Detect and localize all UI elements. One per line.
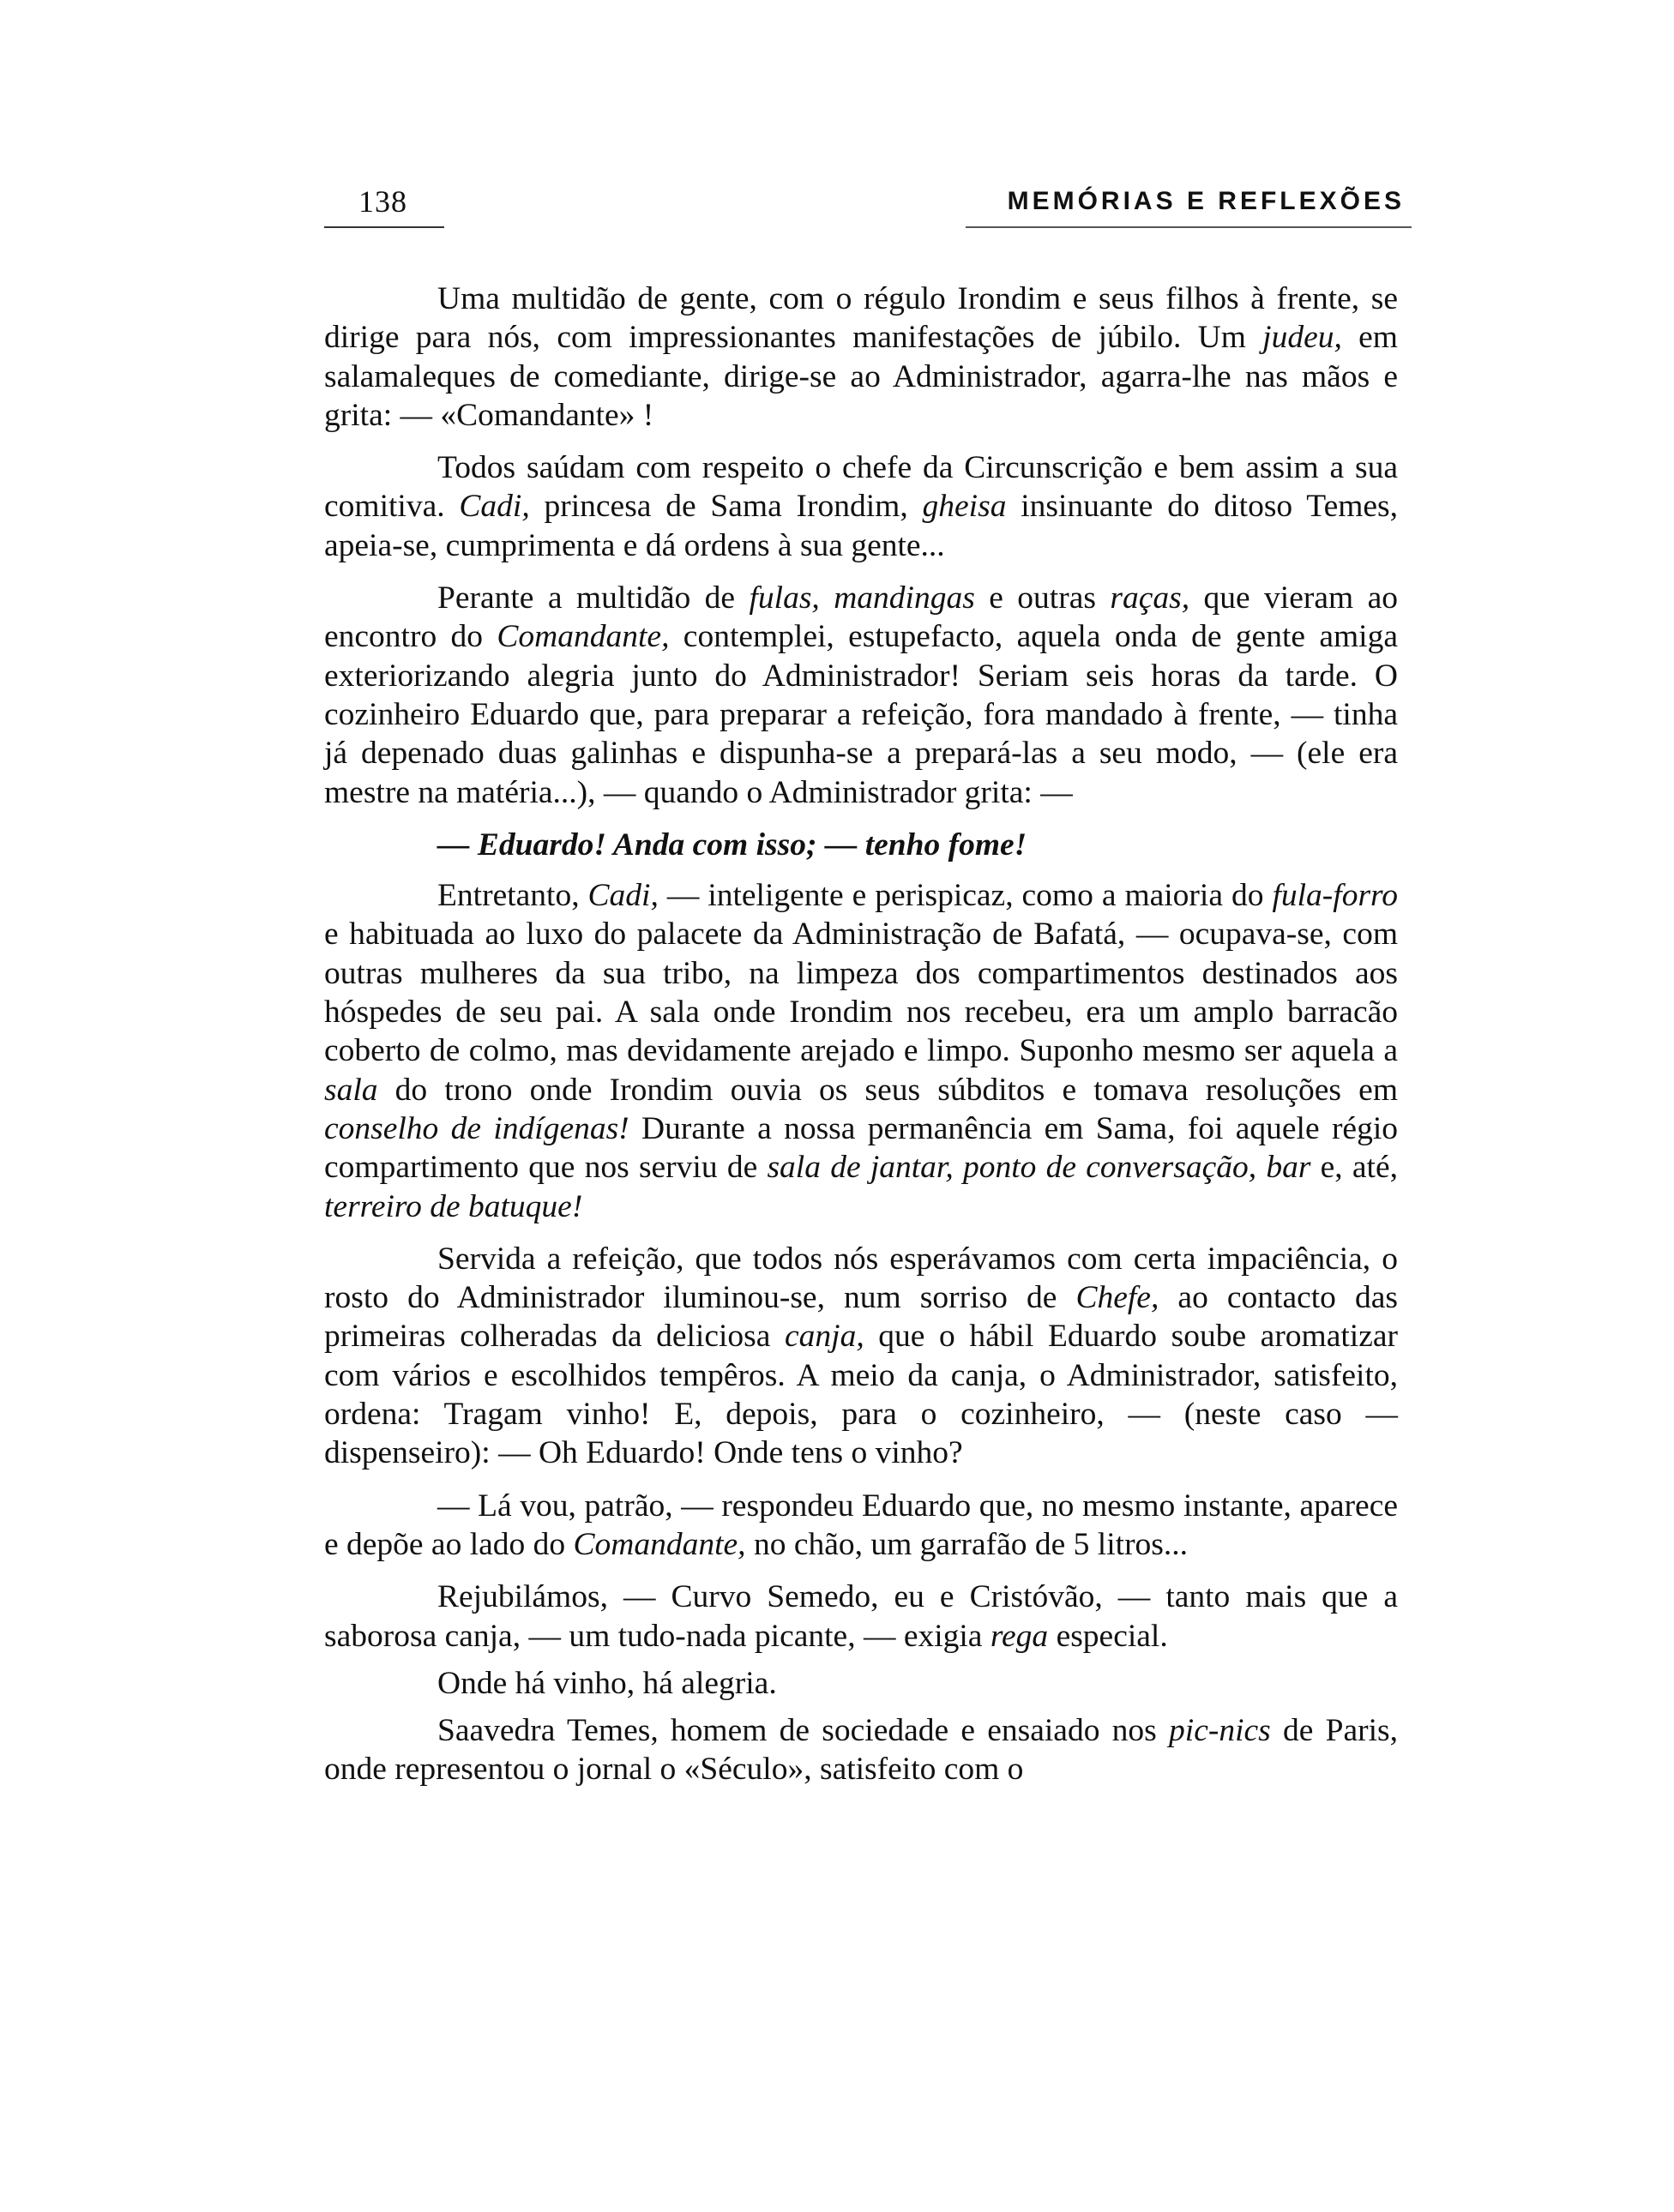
running-title: MEMÓRIAS E REFLEXÕES xyxy=(1007,187,1405,215)
paragraph-5: Entretanto, Cadi, — inteligente e perispicaz, como a maioria do fula-forro e habituada ao luxo do palacete da Administração de Bafatá, — ocupava-se, com outras mulheres da sua tribo, na limpeza dos compartimentos destinados aos hóspedes de seu pai. A sala onde Irondim nos recebeu, era um amplo barracão coberto de colmo, mas devidamente arejado e limpo. Suponho mesmo ser aquela a sala do trono onde Irondim ouvia os seus súbditos e tomava resoluções em conselho de indígenas! Durante a nossa permanência em Sama, foi aquele régio compartimento que nos serviu de sala de jantar, ponto de conversação, bar e, até, terreiro de batuque! xyxy=(324,878,1398,1224)
paragraph-4-exclamation: — Eduardo! Anda com isso; — tenho fome! xyxy=(437,826,1027,863)
paragraph-8: Rejubilámos, — Curvo Semedo, eu e Cristóvão, — tanto mais que a saborosa canja, — um tudo-nada picante, — exigia rega especial. xyxy=(324,1579,1398,1654)
page-header xyxy=(324,178,1412,230)
paragraph-10: Saavedra Temes, homem de sociedade e ensaiado nos pic-nics de Paris, onde representou o jornal o «Século», satisfeito com o xyxy=(324,1713,1398,1788)
paragraph-1: Uma multidão de gente, com o régulo Irondim e seus filhos à frente, se dirige para nós, com impressionantes manifestações de júbilo. Um judeu, em salamaleques de comediante, dirige-se ao Administrador, agarra-lhe nas mãos e grita: — «Comandante» ! xyxy=(324,281,1398,433)
paragraph-6: Servida a refeição, que todos nós esperávamos com certa impaciência, o rosto do Administrador iluminou-se, num sorriso de Chefe, ao contacto das primeiras colheradas da deliciosa canja, que o hábil Eduardo soube aromatizar com vários e escolhidos tempêros. A meio da canja, o Administrador, satisfeito, ordena: Tragam vinho! E, depois, para o cozinheiro, — (neste caso — dispenseiro): — Oh Eduardo! Onde tens o vinho? xyxy=(324,1241,1399,1471)
paragraph-3: Perante a multidão de fulas, mandingas e outras raças, que vieram ao encontro do Comandante, contemplei, estupefacto, aquela onda de gente amiga exteriorizando alegria junto do Administrador! Seriam seis horas da tarde. O cozinheiro Eduardo que, para preparar a refeição, fora mandado à frente, — tinha já depenado duas galinhas e dispunha-se a prepará-las a seu modo, — (ele era mestre na matéria...), — quando o Administrador grita: — xyxy=(324,580,1398,810)
body-text xyxy=(324,280,1398,1803)
header-rule-left xyxy=(324,226,444,228)
paragraph-7: — Lá vou, patrão, — respondeu Eduardo que, no mesmo instante, aparece e depõe ao lado do Comandante, no chão, um garrafão de 5 litros... xyxy=(324,1488,1398,1562)
header-rule-right xyxy=(966,226,1412,228)
paragraph-2: Todos saúdam com respeito o chefe da Circunscrição e bem assim a sua comitiva. Cadi, princesa de Sama Irondim, gheisa insinuante do ditoso Temes, apeia-se, cumprimenta e dá ordens à sua gente... xyxy=(324,450,1399,563)
page-number: 138 xyxy=(358,184,407,219)
paragraph-9: Onde há vinho, há alegria. xyxy=(437,1665,777,1701)
